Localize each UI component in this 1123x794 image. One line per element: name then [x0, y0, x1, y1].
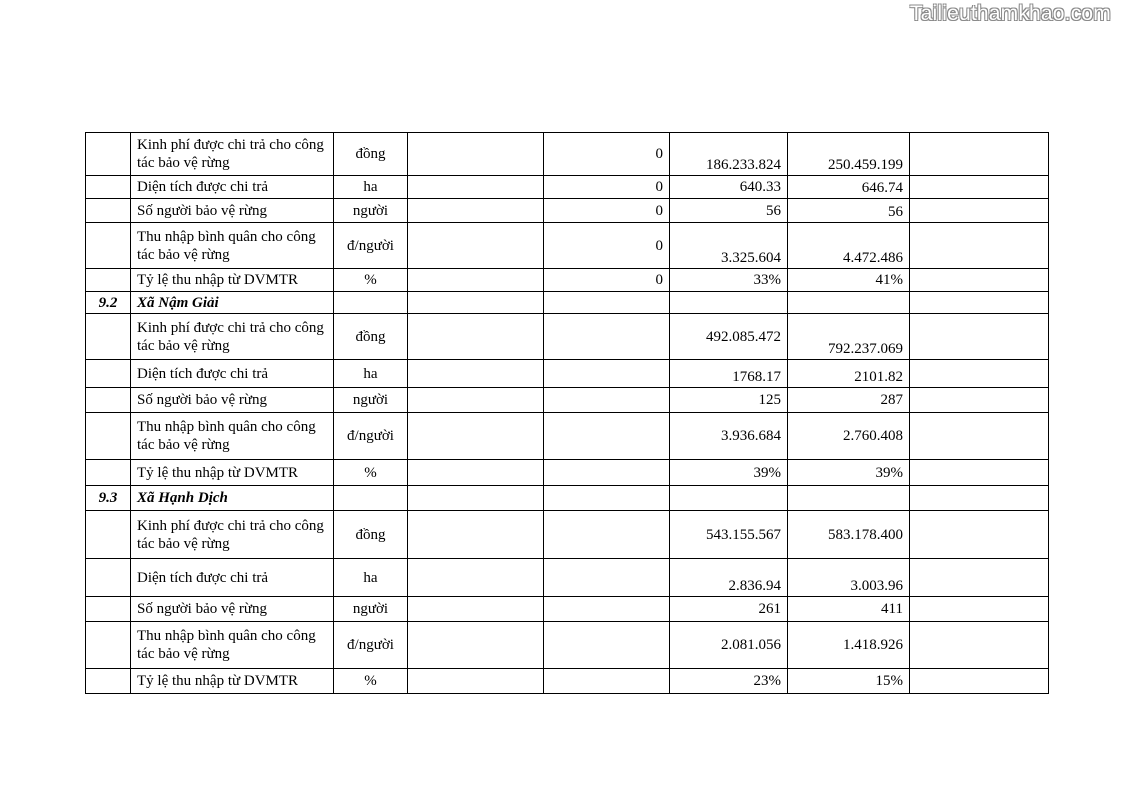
table-row	[86, 460, 1049, 486]
value-col2: 2.081.056	[670, 622, 788, 669]
value-col3: 2101.82	[788, 360, 910, 388]
value-col3: 2.760.408	[788, 413, 910, 460]
row-label: Tỷ lệ thu nhập từ DVMTR	[131, 460, 334, 486]
value-col3: 250.459.199	[788, 133, 910, 176]
forest-payment-table	[85, 132, 1049, 694]
row-unit: ha	[334, 559, 408, 597]
value-col2: 23%	[670, 669, 788, 694]
value-col3: 41%	[788, 269, 910, 292]
value-col3: 583.178.400	[788, 511, 910, 559]
value-col2: 640.33	[670, 176, 788, 199]
value-col3: 792.237.069	[788, 314, 910, 360]
value-col2: 56	[670, 199, 788, 223]
table-row	[86, 511, 1049, 559]
row-unit: %	[334, 460, 408, 486]
section-title: Xã Hạnh Dịch	[131, 486, 334, 511]
value-col2: 1768.17	[670, 360, 788, 388]
row-unit: người	[334, 597, 408, 622]
section-number: 9.3	[86, 486, 131, 511]
row-unit: ha	[334, 360, 408, 388]
row-unit: %	[334, 269, 408, 292]
row-unit: người	[334, 388, 408, 413]
value-col3: 287	[788, 388, 910, 413]
row-label: Kinh phí được chi trả cho công tác bảo vệ rừng	[131, 511, 334, 559]
section-header-row	[86, 486, 1049, 511]
table-row	[86, 269, 1049, 292]
row-label: Tỷ lệ thu nhập từ DVMTR	[131, 669, 334, 694]
row-unit: đ/người	[334, 223, 408, 269]
row-label: Thu nhập bình quân cho công tác bảo vệ rừng	[131, 622, 334, 669]
value-col2: 492.085.472	[670, 314, 788, 360]
value-col3: 56	[788, 199, 910, 223]
value-col1: 0	[544, 199, 670, 223]
table-row	[86, 597, 1049, 622]
row-label: Diện tích được chi trả	[131, 559, 334, 597]
value-col3: 411	[788, 597, 910, 622]
value-col1: 0	[544, 176, 670, 199]
watermark-text: Tailieuthamkhao.com	[909, 2, 1111, 25]
row-label: Tỷ lệ thu nhập từ DVMTR	[131, 269, 334, 292]
value-col2: 261	[670, 597, 788, 622]
value-col2: 3.325.604	[670, 223, 788, 269]
row-label: Thu nhập bình quân cho công tác bảo vệ rừng	[131, 223, 334, 269]
section-number: 9.2	[86, 292, 131, 314]
row-label: Diện tích được chi trả	[131, 176, 334, 199]
row-unit: đồng	[334, 511, 408, 559]
table-row	[86, 388, 1049, 413]
row-label: Số người bảo vệ rừng	[131, 388, 334, 413]
value-col3: 4.472.486	[788, 223, 910, 269]
value-col1: 0	[544, 269, 670, 292]
value-col3: 1.418.926	[788, 622, 910, 669]
table-row	[86, 559, 1049, 597]
row-label: Kinh phí được chi trả cho công tác bảo vệ rừng	[131, 133, 334, 176]
value-col3: 39%	[788, 460, 910, 486]
value-col3: 15%	[788, 669, 910, 694]
row-unit: đồng	[334, 133, 408, 176]
value-col2: 186.233.824	[670, 133, 788, 176]
table-row	[86, 176, 1049, 199]
table-row	[86, 360, 1049, 388]
value-col2: 39%	[670, 460, 788, 486]
table-row	[86, 314, 1049, 360]
row-unit: đồng	[334, 314, 408, 360]
value-col2: 125	[670, 388, 788, 413]
value-col3: 646.74	[788, 176, 910, 199]
row-label: Diện tích được chi trả	[131, 360, 334, 388]
value-col3: 3.003.96	[788, 559, 910, 597]
table-row	[86, 133, 1049, 176]
row-label: Số người bảo vệ rừng	[131, 597, 334, 622]
table-row	[86, 413, 1049, 460]
row-unit: người	[334, 199, 408, 223]
value-col2: 2.836.94	[670, 559, 788, 597]
section-title: Xã Nậm Giải	[131, 292, 334, 314]
row-label: Kinh phí được chi trả cho công tác bảo vệ rừng	[131, 314, 334, 360]
value-col2: 3.936.684	[670, 413, 788, 460]
table-row	[86, 622, 1049, 669]
row-unit: đ/người	[334, 622, 408, 669]
value-col2: 33%	[670, 269, 788, 292]
row-label: Thu nhập bình quân cho công tác bảo vệ rừng	[131, 413, 334, 460]
table-row	[86, 199, 1049, 223]
row-label: Số người bảo vệ rừng	[131, 199, 334, 223]
row-unit: đ/người	[334, 413, 408, 460]
row-unit: %	[334, 669, 408, 694]
table-row	[86, 223, 1049, 269]
value-col1: 0	[544, 223, 670, 269]
table-row	[86, 669, 1049, 694]
section-header-row	[86, 292, 1049, 314]
row-unit: ha	[334, 176, 408, 199]
value-col1: 0	[544, 133, 670, 176]
value-col2: 543.155.567	[670, 511, 788, 559]
